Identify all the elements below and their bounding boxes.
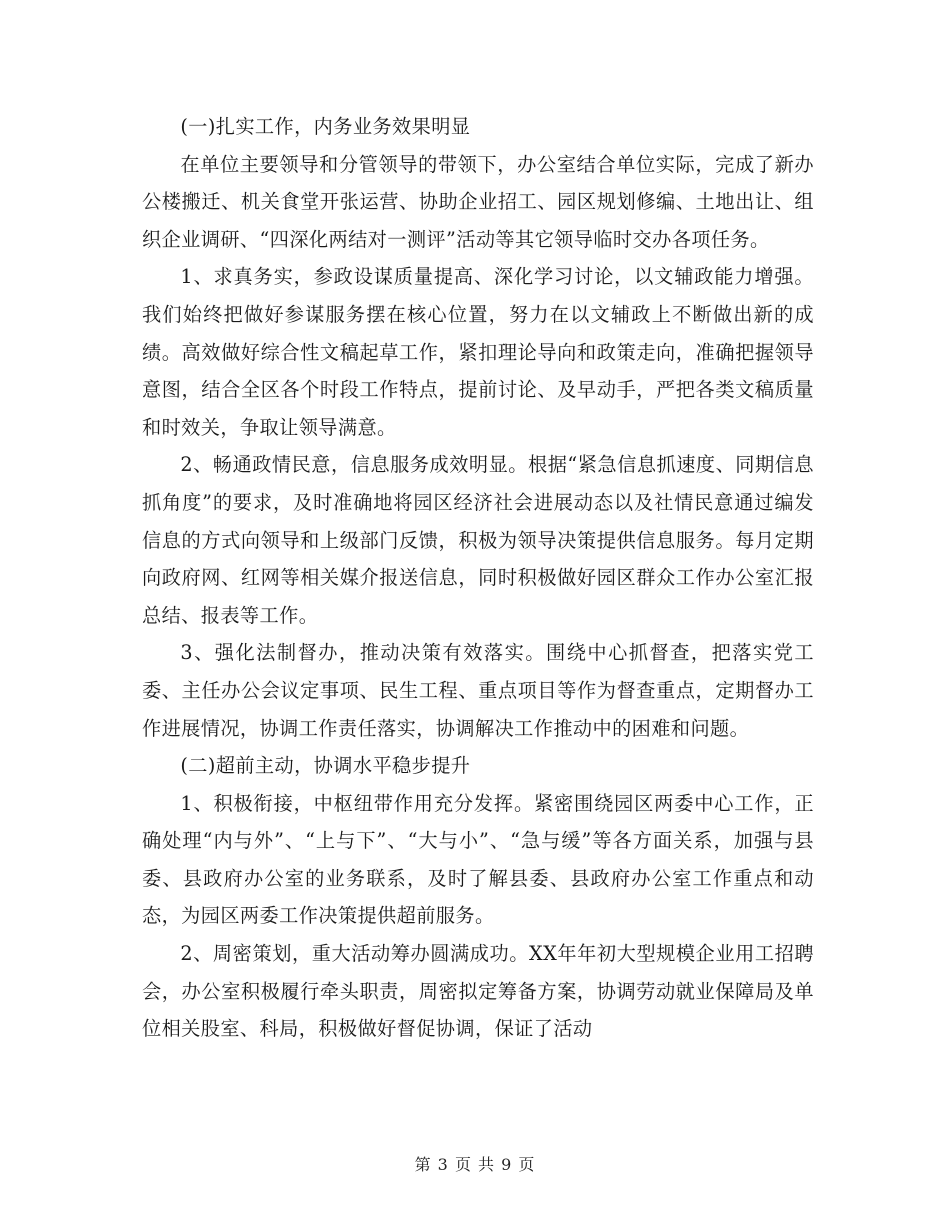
section-heading-1: (一)扎实工作，内务业务效果明显 xyxy=(180,115,471,138)
paragraph: 1、积极衔接，中枢纽带作用充分发挥。紧密围绕园区两委中心工作，正确处理“内与外”、“上与下”、“大与小”、“急与缓”等各方面关系，加强与县委、县政府办公室的业务联系，及时了解县委、县政府办公室工作重点和动态，为园区两委工作决策提供超前服务。 xyxy=(142,791,814,928)
paragraph: 1、求真务实，参政设谋质量提高、深化学习讨论，以文辅政能力增强。我们始终把做好参谋服务摆在核心位置，努力在以文辅政上不断做出新的成绩。高效做好综合性文稿起草工作，紧扣理论导向和政策走向，准确把握领导意图，结合全区各个时段工作特点，提前讨论、及早动手，严把各类文稿质量和时效关，争取让领导满意。 xyxy=(142,265,814,439)
paragraph: 2、畅通政情民意，信息服务成效明显。根据“紧急信息抓速度、同期信息抓角度”的要求，及时准确地将园区经济社会进展动态以及社情民意通过编发信息的方式向领导和上级部门反馈，积极为领导决策提供信息服务。每月定期向政府网、红网等相关媒介报送信息，同时积极做好园区群众工作办公室汇报总结、报表等工作。 xyxy=(142,453,814,627)
page-number-footer: 第 3 页 共 9 页 xyxy=(414,1155,536,1174)
section-heading-2: (二)超前主动，协调水平稳步提升 xyxy=(180,754,471,778)
document-body xyxy=(142,108,814,1048)
paragraph: 3、强化法制督办，推动决策有效落实。围绕中心抓督查，把落实党工委、主任办公会议定事项、民生工程、重点项目等作为督查重点，定期督办工作进展情况，协调工作责任落实，协调解决工作推动中的困难和问题。 xyxy=(142,641,814,740)
paragraph: 在单位主要领导和分管领导的带领下，办公室结合单位实际，完成了新办公楼搬迁、机关食堂开张运营、协助企业招工、园区规划修编、土地出让、组织企业调研、“四深化两结对一测评”活动等其它领导临时交办各项任务。 xyxy=(142,152,814,251)
paragraph: 2、周密策划，重大活动筹办圆满成功。XX年年初大型规模企业用工招聘会，办公室积极履行牵头职责，周密拟定筹备方案，协调劳动就业保障局及单位相关股室、科局，积极做好督促协调，保证了活动 xyxy=(142,942,814,1041)
